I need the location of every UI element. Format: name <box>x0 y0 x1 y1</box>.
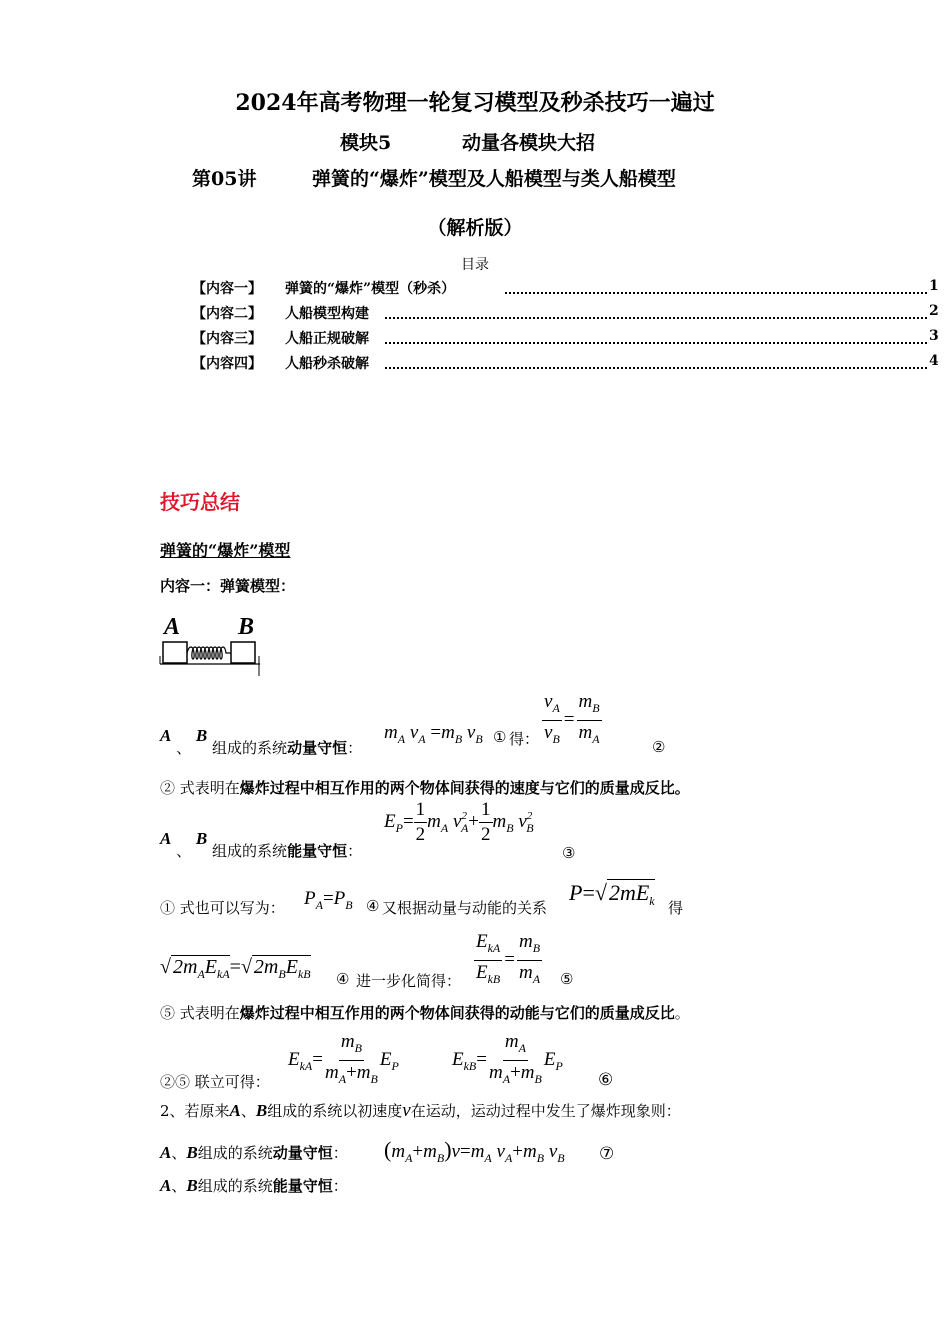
energy-text: 能量守恒 <box>287 842 348 860</box>
formula-sqrt-equal: √ $2m_AE_{kA}=√$ $2m_BE_{kB}$ <box>160 956 311 981</box>
separator: 、 <box>171 1144 187 1162</box>
case2-line <box>160 1100 681 1122</box>
circle-1: ① <box>493 728 507 746</box>
lecture-name: 弹簧的“爆炸”模型及人船模型与类人船模型 <box>312 168 676 190</box>
separator: 、 <box>240 1102 256 1120</box>
explanation-bold: 爆炸过程中相互作用的两个物体间获得的动能与它们的质量成反比 <box>239 1004 675 1022</box>
explanation-start: ② 式表明在 <box>160 779 240 797</box>
var-b: B <box>255 1101 268 1120</box>
lecture-label: 第05讲 <box>192 168 257 190</box>
colon: ： <box>332 1177 348 1195</box>
toc-item-page: 4 <box>929 353 939 369</box>
var-b: B <box>195 829 208 848</box>
momentum-text: 动量守恒 <box>287 739 348 757</box>
section-subheading: 弹簧的“爆炸”模型 <box>160 541 291 560</box>
separator: 、 <box>176 739 192 757</box>
system-text: 组成的系统 <box>212 739 288 757</box>
toc-item-link[interactable]: 弹簧的“爆炸”模型（秒杀） <box>285 281 456 297</box>
toc-leader <box>385 317 927 319</box>
spring-model-figure <box>158 612 268 678</box>
formula-ratio-v: $\frac{v_A}{v_B}$ = $\frac{m_B}{m_A}$ <box>544 691 600 746</box>
rewrite-text: ① 式也可以写为： <box>160 899 285 917</box>
formula-ratio-ek: $\frac{E_{kA}}{E_{kB}}$ = $\frac{m_B}{m_A}$ <box>476 931 541 986</box>
momentum-line-2 <box>160 1142 348 1163</box>
block-b <box>231 642 255 663</box>
var-a: A <box>160 1143 172 1162</box>
de-text-2: 得 <box>668 899 684 917</box>
var-b: B <box>195 726 208 745</box>
formula-momentum-2: $(m_A+m_B)v=m_A$ $v_A+m_B$ $v_B$ <box>384 1137 565 1165</box>
toc-item-link[interactable]: 人船模型构建 <box>285 306 369 322</box>
figure-label-b: B <box>238 614 255 640</box>
circle-7: ⑦ <box>599 1144 615 1164</box>
momentum-text: 动量守恒 <box>272 1144 333 1162</box>
formula-p-equal: $P_A=P_B$ <box>304 888 353 912</box>
rewrite-line <box>160 897 285 918</box>
circle-4b: ④ <box>336 970 350 988</box>
energy-line-2 <box>160 1175 348 1196</box>
toc-item-tag: 【内容三】 <box>192 331 262 347</box>
spring-coil <box>187 647 231 659</box>
var-a: A <box>160 1176 172 1195</box>
simplify-text: 进一步化简得： <box>356 972 462 990</box>
explanation-energy <box>160 1002 690 1023</box>
colon: ： <box>347 739 363 757</box>
energy-line <box>160 828 363 860</box>
momentum-line <box>160 725 363 757</box>
colon: ： <box>332 1144 348 1162</box>
toc-leader <box>385 342 927 344</box>
toc-item-tag: 【内容二】 <box>192 306 262 322</box>
formula-ekb: $E_{kB}=$ $\frac{m_A}{m_A+m_B}$ $E_P$ <box>452 1031 563 1086</box>
circle-5: ⑤ <box>560 970 574 988</box>
toc-item-tag: 【内容一】 <box>192 281 262 297</box>
circle-4: ④ <box>366 897 380 915</box>
case2-middle: 组成的系统以初速度 <box>267 1102 403 1120</box>
toc-item-page: 1 <box>929 278 939 294</box>
toc-heading: 目录 <box>461 257 489 273</box>
separator: 、 <box>171 1177 187 1195</box>
energy-text: 能量守恒 <box>272 1177 333 1195</box>
formula-eka: $E_{kA}=$ $\frac{m_B}{m_A+m_B}$ $E_P$ <box>288 1031 399 1086</box>
version-label: （解析版） <box>427 217 523 239</box>
section-heading: 技巧总结 <box>160 490 240 514</box>
colon: ： <box>347 842 363 860</box>
explanation-bold: 爆炸过程中相互作用的两个物体间获得的速度与它们的质量成反比。 <box>239 779 690 797</box>
toc-leader <box>385 367 927 369</box>
module-label: 模块5 <box>340 132 392 154</box>
circle-3: ③ <box>562 844 576 862</box>
explanation-start: ⑤ 式表明在 <box>160 1004 240 1022</box>
case2-end: 在运动，运动过程中发生了爆炸现象则： <box>410 1102 681 1120</box>
toc-item-page: 3 <box>929 328 939 344</box>
de-text: 得： <box>509 730 540 748</box>
var-a: A <box>160 829 172 848</box>
combine-text: ②⑤ 联立可得： <box>160 1073 270 1091</box>
system-text: 组成的系统 <box>197 1177 273 1195</box>
explanation-velocity <box>160 777 690 798</box>
formula-momentum: $m_A$ $v_A =m_B$ $v_B$ <box>384 722 483 746</box>
toc-item-link[interactable]: 人船正规破解 <box>285 331 369 347</box>
var-b: B <box>186 1176 198 1195</box>
toc-item-page: 2 <box>929 303 939 319</box>
toc-leader <box>505 292 927 294</box>
toc-item-link[interactable]: 人船秒杀破解 <box>285 356 369 372</box>
var-b: B <box>186 1143 198 1162</box>
relation-text: 又根据动量与动能的关系 <box>382 899 548 917</box>
var-a: A <box>160 726 172 745</box>
module-name: 动量各模块大招 <box>462 132 596 154</box>
case2-start: 2、若原来 <box>160 1102 230 1120</box>
toc-item-tag: 【内容四】 <box>192 356 262 372</box>
document-title: 2024年高考物理一轮复习模型及秒杀技巧一遍过 <box>235 90 715 116</box>
content-title: 内容一：弹簧模型： <box>160 577 296 595</box>
block-a <box>163 642 187 663</box>
formula-energy: $E_P=$ $\frac{1}{2}$ $m_A$ $v^2_A+$ $\frac{1}{2}$ $m_B$ $v^2_B$ <box>384 799 534 845</box>
var-a: A <box>229 1101 241 1120</box>
circle-6: ⑥ <box>598 1070 614 1090</box>
system-text: 组成的系统 <box>197 1144 273 1162</box>
circle-2: ② <box>652 738 666 756</box>
formula-p-ek: $P=√2mE_k$ <box>569 880 655 908</box>
system-text: 组成的系统 <box>212 842 288 860</box>
explanation-end: 。 <box>674 1004 690 1022</box>
separator: 、 <box>176 842 192 860</box>
var-v: v <box>402 1100 411 1121</box>
figure-label-a: A <box>164 614 181 640</box>
